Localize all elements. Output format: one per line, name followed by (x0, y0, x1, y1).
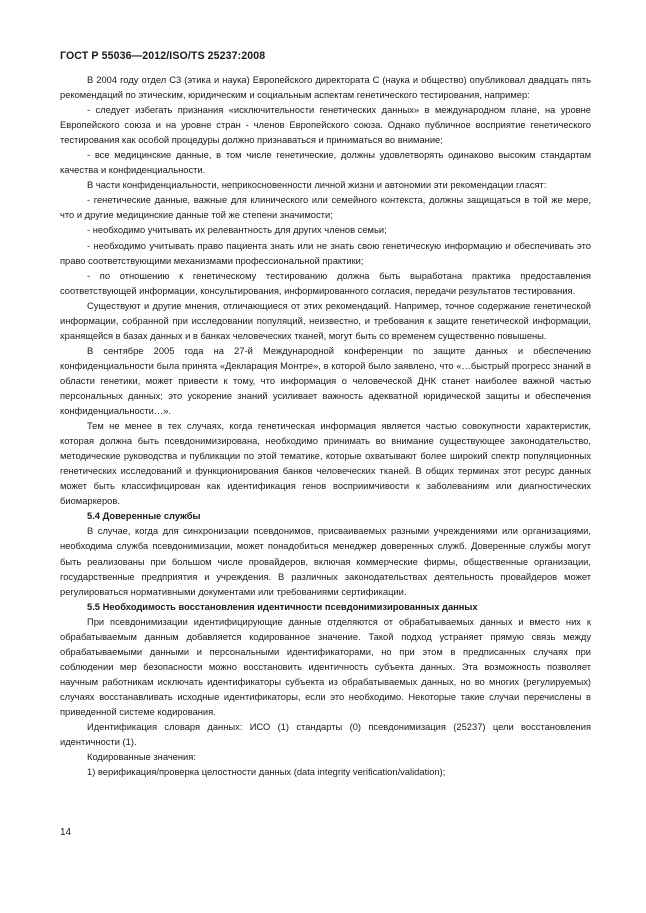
paragraph: - генетические данные, важные для клинического или семейного контекста, должны защищаться в той же мере, что и другие медицинские данные той же степени значимости; (60, 195, 591, 221)
paragraph: В 2004 году отдел С3 (этика и наука) Европейского директората С (наука и общество) опубликовал двадцать пять рекомендаций по этическим, юридическим и социальным аспектам генетического тестирования, например: (60, 75, 591, 101)
paragraph: Кодированные значения: (87, 752, 196, 763)
paragraph: В случае, когда для синхронизации псевдонимов, присваиваемых разными учреждениями или организациями, необходима служба псевдонимизации, может понадобиться менеджер доверенных служб. Доверенные службы могут быть реализованы при большом числе провайдеров, включая коммерческие фирмы, общественные организации, государственные предприятия и учреждения. В различных законодательствах деятельность провайдеров может регулироваться нормативными документами или требованиями сертификации. (60, 526, 591, 597)
paragraph: Существуют и другие мнения, отличающиеся от этих рекомендаций. Например, точное содержание генетической информации, собранной при исследовании популяций, неизвестно, и требования к защите генетической информации, хранящейся в базах данных и в банках человеческих тканей, могут быть со временем существенно повышены. (60, 300, 591, 341)
document-header: ГОСТ Р 55036—2012/ISO/TS 25237:2008 (60, 50, 266, 62)
page-number: 14 (60, 827, 72, 838)
paragraph: Идентификация словаря данных: ИСО (1) стандарты (0) псевдонимизация (25237) цели восстановления идентичности (1). (60, 722, 591, 748)
paragraph: - необходимо учитывать их релевантность для других членов семьи; (87, 225, 387, 236)
paragraph: - все медицинские данные, в том числе генетические, должны удовлетворять одинаково высоким стандартам качества и конфиденциальности. (60, 150, 591, 176)
section-heading-5-4: 5.4 Доверенные службы (87, 511, 201, 522)
paragraph: - следует избегать признания «исключительности генетических данных» в международном плане, на уровне Европейского союза и на уровне стран - членов Европейского союза. Однако публичное восприятие генетического тестирования как особой процедуры должно признаваться и приниматься во внимание; (60, 105, 591, 146)
paragraph: В части конфиденциальности, неприкосновенности личной жизни и автономии эти рекомендации гласят: (87, 180, 547, 191)
section-heading-5-5: 5.5 Необходимость восстановления идентичности псевдонимизированных данных (87, 601, 478, 612)
paragraph: Тем не менее в тех случаях, когда генетическая информация является частью совокупности характеристик, которая должна быть псевдонимизирована, необходимо принимать во внимание существующее законодательство, методические руководства и публикации по этой тематике, которые охватывают более широкий спектр популяционных генетических исследований и функционирования банков человеческих тканей. В общих терминах этот ресурс данных может быть классифицирован как идентификация генов восприимчивости к заболеваниям или диагностических биомаркеров. (60, 421, 591, 507)
paragraph: - необходимо учитывать право пациента знать или не знать свою генетическую информацию и обеспечивать это право соответствующими механизмами профессиональной практики; (60, 240, 591, 266)
paragraph: В сентябре 2005 года на 27-й Международной конференции по защите данных и обеспечению конфиденциальности была принята «Декларация Монтре», в которой было заявлено, что «…быстрый прогресс знаний в области генетики, может привести к тому, что информация о человеческой ДНК станет наиболее важной частью персональных данных; это ускорение знаний усиливает важность адекватной юридической защиты и обеспечения конфиденциальности…». (60, 345, 591, 417)
paragraph: 1) верификация/проверка целостности данных (data integrity verification/validation); (87, 767, 446, 778)
paragraph: - по отношению к генетическому тестированию должна быть выработана практика предоставления соответствующей информации, консультирования, информированного согласия, передачи результатов тестирования. (60, 270, 591, 296)
paragraph: При псевдонимизации идентифицирующие данные отделяются от обрабатываемых данных и вместо них к обрабатываемым данным добавляется кодированное значение. Такой подход устраняет прямую связь между обрабатываемыми данными и персональными идентификаторами, но при этом в предписанных случаях при соблюдении мер безопасности можно восстановить идентичность субъекта данных. Эта возможность позволяет научным работникам исключать идентификаторы субъекта из обрабатываемых данных, но во многих (регулируемых) случаях восстанавливать исходные идентификаторы, если это необходимо. Некоторые такие случаи перечислены в приведенной системе кодирования. (60, 616, 591, 717)
document-body (60, 73, 591, 780)
